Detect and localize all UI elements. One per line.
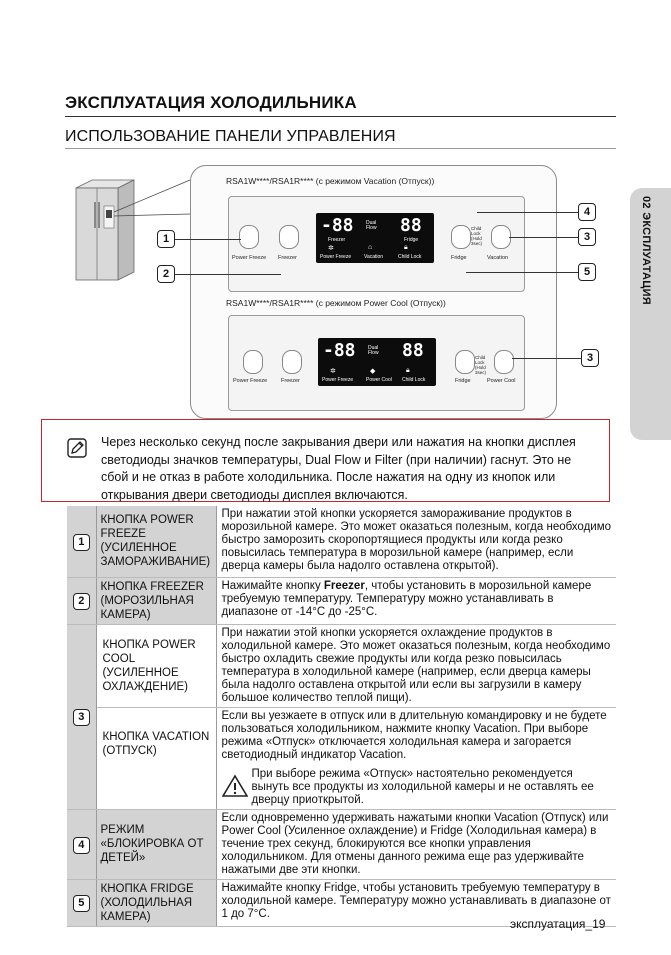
warning-text: При выборе режима «Отпуск» настоятельно рекомендуется вынуть все продукты из холодильной камеры и не оставлять ее дверцу приоткрытой. (251, 767, 594, 806)
callout-3b-leader (512, 358, 581, 359)
power-freeze-button[interactable] (239, 225, 259, 249)
freezer-temp-readout-2: -88 (323, 340, 356, 361)
row-number-cell (67, 624, 96, 809)
vacation-display-label: Vacation (364, 254, 384, 260)
callout-3: 3 (578, 228, 596, 246)
vacation-indicator-icon: ⌂ (368, 244, 373, 251)
warning-triangle-icon (222, 774, 248, 798)
callout-5-leader (466, 272, 578, 273)
row-number: 5 (73, 895, 90, 912)
table-row (67, 577, 616, 624)
child-lock-hold-label: Child Lock (Hold 3sec) (471, 226, 483, 246)
dual-flow-label: Dual Flow (366, 220, 377, 231)
row-number: 1 (73, 534, 90, 551)
desc-text: Нажимайте кнопку (221, 579, 324, 592)
power-freeze-display-label-2: Power Freeze (322, 377, 354, 383)
freezer-label: Freezer (278, 255, 297, 261)
fridge-temp-readout: 88 (400, 215, 422, 236)
row-feature-name: КНОПКА VACATION (ОТПУСК) (96, 707, 216, 809)
row-description: При нажатии этой кнопки ускоряется замораживание продуктов в морозильной камере. Это может оказаться полезным, когда необходимо быстро заморозить скоропортящиеся продукты или когда резко повысилась температура в морозильной камере (например, если дверца камеры была надолго оставлена открытой). (216, 506, 616, 577)
callout-4-leader (477, 212, 578, 213)
callout-2-leader (175, 274, 281, 275)
table-row (67, 809, 616, 879)
child-lock-hold-label-2: Child Lock (Hold 3sec) (475, 355, 487, 375)
callout-1-leader (175, 239, 241, 240)
row-number-cell (67, 809, 96, 879)
freezer-display-label: Freezer (328, 237, 346, 243)
table-row (67, 506, 616, 577)
temperature-display-2 (318, 338, 436, 386)
row-feature-name: КНОПКА POWER FREEZE (УСИЛЕННОЕ ЗАМОРАЖИВАНИЕ) (96, 506, 216, 577)
dual-flow-label-2: Dual Flow (368, 345, 379, 356)
powercool-panel-title: RSA1W****/RSA1R**** (с режимом Power Cool (Отпуск)) (226, 298, 446, 308)
power-cool-button[interactable] (494, 350, 514, 374)
row-feature-name: КНОПКА FREEZER (МОРОЗИЛЬНАЯ КАМЕРА) (96, 577, 216, 624)
child-lock-display-label: Child Lock (398, 254, 422, 260)
row-number-cell (67, 506, 96, 577)
row-feature-name: РЕЖИМ «БЛОКИРОВКА ОТ ДЕТЕЙ» (96, 809, 216, 879)
callout-3-leader (509, 237, 578, 238)
desc-text: Если вы уезжаете в отпуск или в длительную командировку и не будете пользоваться холодильником, нажмите кнопку Vacation. При выборе режима «Отпуск» отключается холодильная камера и загорается светодиодный индикатор Vacation. (221, 709, 607, 761)
desc-bold: Freezer (323, 579, 365, 592)
child-lock-indicator-icon: 🔒︎ (404, 244, 408, 251)
fridge-button-2[interactable] (455, 350, 475, 374)
vacation-button[interactable] (491, 225, 511, 249)
table-row (67, 707, 616, 809)
note-pencil-icon (67, 438, 87, 458)
power-freeze-button-2[interactable] (243, 350, 263, 374)
power-freeze-display-label: Power Freeze (320, 254, 352, 260)
desc-text: , чтобы установить в морозильной камере требуемую температуру. Температуру можно устанавливать в диапазоне от -14°C до -25°C. (221, 579, 592, 618)
power-cool-display-label: Power Cool (366, 377, 392, 383)
fridge-label-2: Fridge (455, 378, 471, 384)
section-title: ИСПОЛЬЗОВАНИЕ ПАНЕЛИ УПРАВЛЕНИЯ (65, 128, 396, 145)
section-rule (65, 148, 616, 149)
callout-3b: 3 (581, 349, 599, 367)
child-lock-display-label-2: Child Lock (402, 377, 426, 383)
row-description: Нажимайте кнопку Fridge, чтобы установить требуемую температуру в холодильной камере. Температуру можно устанавливать в диапазоне от 1 до 7°C. (216, 879, 616, 926)
power-freeze-label: Power Freeze (232, 255, 267, 261)
power-freeze-label-2: Power Freeze (233, 378, 268, 384)
note-text: Через несколько секунд после закрывания двери или нажатия на кнопки дисплея светодиоды значков температуры, Dual Flow и Filter (при наличии) гаснут. Это не сбой и не отказ в работе холодильника. После нажатия на одну из кнопок или открывания двери светодиоды дисплея включаются. (101, 435, 576, 502)
row-number: 4 (73, 837, 90, 854)
power-freeze-indicator-icon: ✲ (328, 245, 334, 252)
power-cool-indicator-icon: ◆ (370, 368, 376, 375)
temperature-display (316, 213, 434, 263)
feature-table (67, 506, 616, 927)
chapter-tab-label: 02 ЭКСПЛУАТАЦИЯ (640, 196, 652, 305)
child-lock-indicator-icon-2: 🔒︎ (406, 367, 410, 374)
freezer-button[interactable] (279, 225, 299, 249)
row-number-cell (67, 577, 96, 624)
power-cool-label: Power Cool (487, 378, 516, 384)
vacation-label: Vacation (487, 255, 508, 261)
row-feature-name: КНОПКА FRIDGE (ХОЛОДИЛЬНАЯ КАМЕРА) (96, 879, 216, 926)
vacation-panel-title: RSA1W****/RSA1R**** (с режимом Vacation (Отпуск)) (226, 176, 435, 186)
fridge-label: Fridge (451, 255, 467, 261)
row-number: 2 (73, 593, 90, 610)
freezer-label-2: Freezer (281, 378, 300, 384)
fridge-temp-readout-2: 88 (402, 340, 424, 361)
row-description: При нажатии этой кнопки ускоряется охлаждение продуктов в холодильной камере. Это может оказаться полезным, когда необходимо быстро охладить свежие продукты или когда резко повысилась температура в холодильной камере (например, если дверца камеры была надолго оставлена открытой или если вы загрузили в камеру большое количество теплой пищи). (216, 624, 616, 707)
callout-2: 2 (157, 265, 175, 283)
freezer-temp-readout: -88 (321, 215, 354, 236)
fridge-button[interactable] (451, 225, 471, 249)
title-rule (65, 116, 616, 117)
row-number-cell (67, 879, 96, 926)
row-description (216, 707, 616, 809)
table-row (67, 624, 616, 707)
row-number: 3 (73, 709, 90, 726)
callout-1: 1 (157, 230, 175, 248)
freezer-button-2[interactable] (282, 350, 302, 374)
row-feature-name: КНОПКА POWER COOL (УСИЛЕННОЕ ОХЛАЖДЕНИЕ) (96, 624, 216, 707)
row-description: Если одновременно удерживать нажатыми кнопки Vacation (Отпуск) или Power Cool (Усиленное охлаждение) и Fridge (Холодильная камера) в течение трех секунд, блокируются все кнопки управления холодильником. Для отмены данного режима еще раз удерживайте нажатыми две эти кнопки. (216, 809, 616, 879)
row-description (216, 577, 616, 624)
page-title: ЭКСПЛУАТАЦИЯ ХОЛОДИЛЬНИКА (65, 93, 357, 112)
callout-4: 4 (578, 203, 596, 221)
power-freeze-indicator-icon-2: ✲ (330, 368, 336, 375)
warning-note (222, 768, 613, 807)
fridge-display-label: Fridge (404, 237, 419, 243)
page-footer: эксплуатация_19 (510, 917, 606, 931)
callout-5: 5 (578, 263, 596, 281)
